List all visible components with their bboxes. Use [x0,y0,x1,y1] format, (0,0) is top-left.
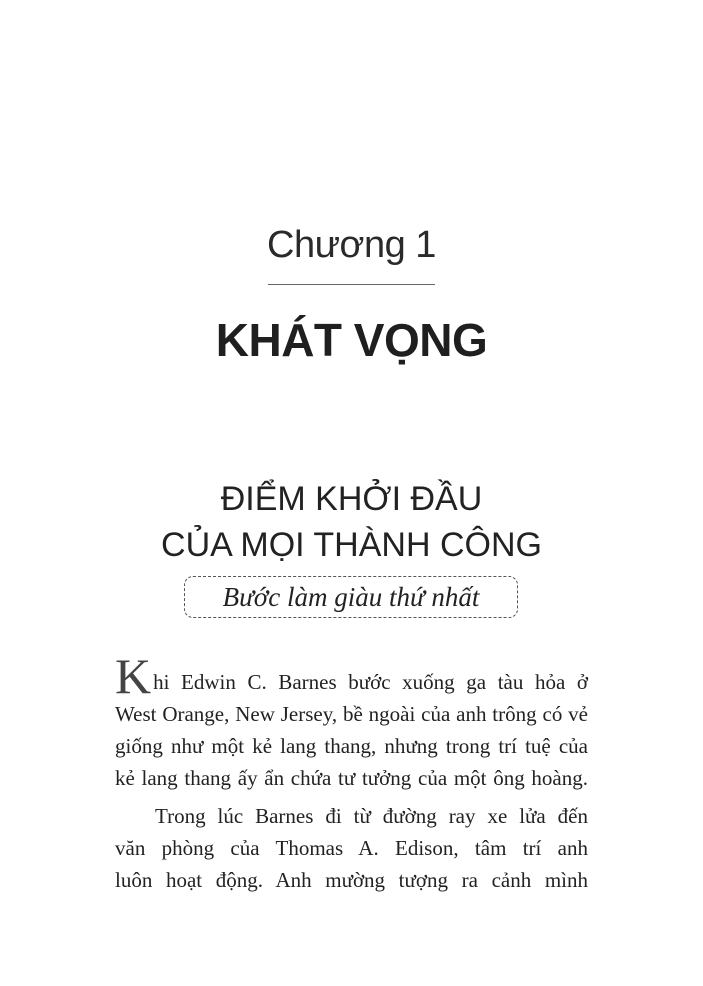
chapter-label: Chương 1 [267,224,436,266]
chapter-divider [268,284,435,285]
paragraph-1-line-1-text: hi Edwin C. Barnes bước xuống ga tàu hỏa ở [153,670,588,694]
drop-cap: K [115,648,152,704]
section-heading [0,476,703,568]
section-subtitle: Bước làm giàu thứ nhất [222,581,480,612]
section-heading-line-2: CỦA MỌI THÀNH CÔNG [161,526,542,564]
paragraph-2 [115,800,588,896]
paragraph-1-line-4: kẻ lang thang ấy ẩn chứa tư tưởng của một ông hoàng. [115,766,588,790]
subtitle-box [184,576,518,618]
paragraph-2-line-2: văn phòng của Thomas A. Edison, tâm trí anh [115,836,588,860]
section-heading-line-1: ĐIỂM KHỞI ĐẦU [220,480,483,518]
paragraph-2-line-3: luôn hoạt động. Anh mường tượng ra cảnh mình [115,868,588,892]
chapter-title: KHÁT VỌNG [215,314,488,366]
paragraph-2-line-1: Trong lúc Barnes đi từ đường ray xe lửa đến [155,804,588,828]
paragraph-1 [115,648,588,794]
paragraph-1-line-2: West Orange, New Jersey, bề ngoài của anh trông có vẻ [115,702,588,726]
body-text [115,648,588,896]
paragraph-1-line-1 [115,648,588,704]
paragraph-1-line-3: giống như một kẻ lang thang, nhưng trong trí tuệ của [115,734,588,758]
